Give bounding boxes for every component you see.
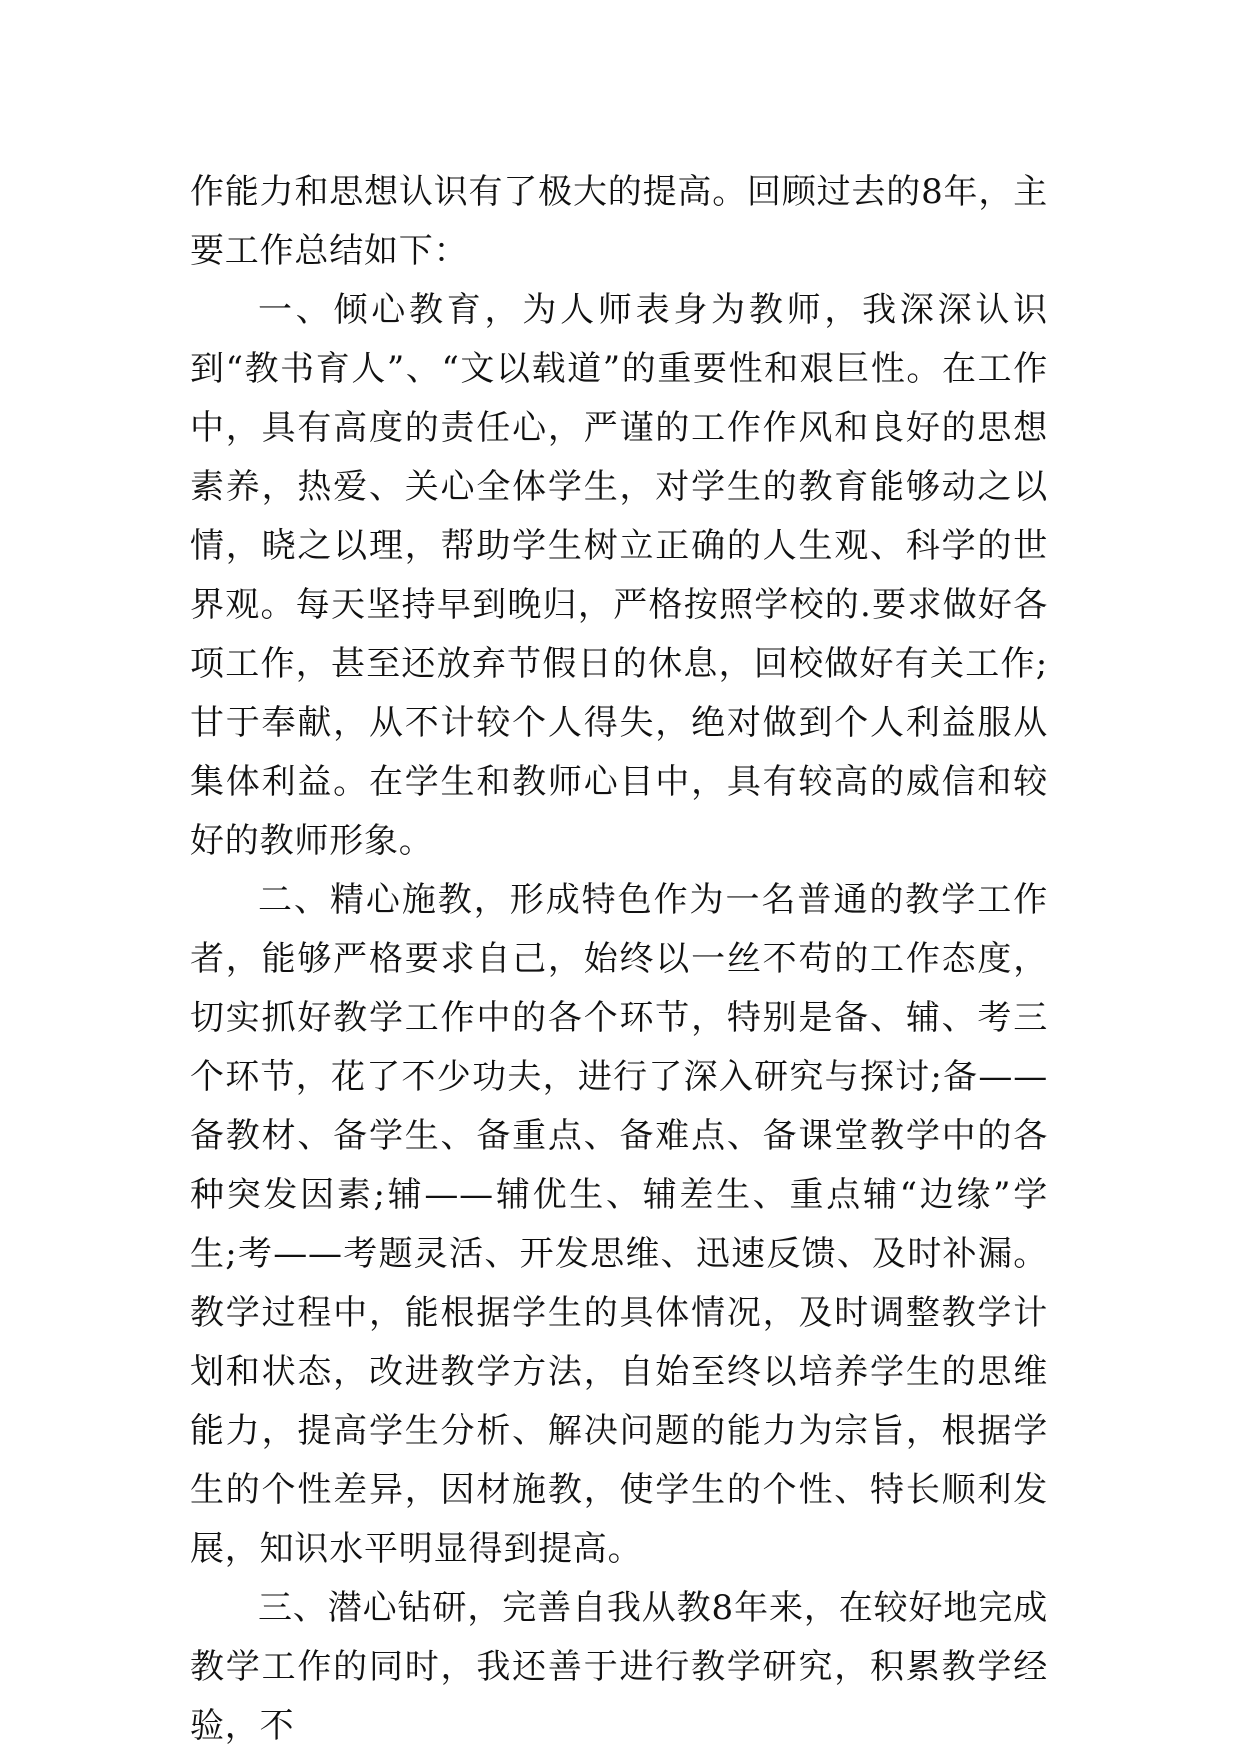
paragraph-intro-continuation: 作能力和思想认识有了极大的提高。回顾过去的8年，主要工作总结如下： [190,172,1048,271]
paragraph-section-three: 三、潜心钻研，完善自我从教8年来，在较好地完成教学工作的同时，我还善于进行教学研究，积累教学经验，不 [190,1588,1048,1746]
document-body [190,163,1048,1756]
paragraph-section-one: 一、倾心教育，为人师表身为教师，我深深认识到“教书育人”、“文以载道”的重要性和艰巨性。在工作中，具有高度的责任心，严谨的工作作风和良好的思想素养，热爱、关心全体学生，对学生的教育能够动之以情，晓之以理，帮助学生树立正确的人生观、科学的世界观。每天坚持早到晚归，严格按照学校的.要求做好各项工作，甚至还放弃节假日的休息，回校做好有关工作;甘于奉献，从不计较个人得失，绝对做到个人利益服从集体利益。在学生和教师心目中，具有较高的威信和较好的教师形象。 [190,290,1048,861]
paragraph-section-two: 二、精心施教，形成特色作为一名普通的教学工作者，能够严格要求自己，始终以一丝不苟的工作态度，切实抓好教学工作中的各个环节，特别是备、辅、考三个环节，花了不少功夫，进行了深入研究与探讨;备——备教材、备学生、备重点、备难点、备课堂教学中的各种突发因素;辅——辅优生、辅差生、重点辅“边缘”学生;考——考题灵活、开发思维、迅速反馈、及时补漏。教学过程中，能根据学生的具体情况，及时调整教学计划和状态，改进教学方法，自始至终以培养学生的思维能力，提高学生分析、解决问题的能力为宗旨，根据学生的个性差异，因材施教，使学生的个性、特长顺利发展，知识水平明显得到提高。 [190,880,1048,1569]
